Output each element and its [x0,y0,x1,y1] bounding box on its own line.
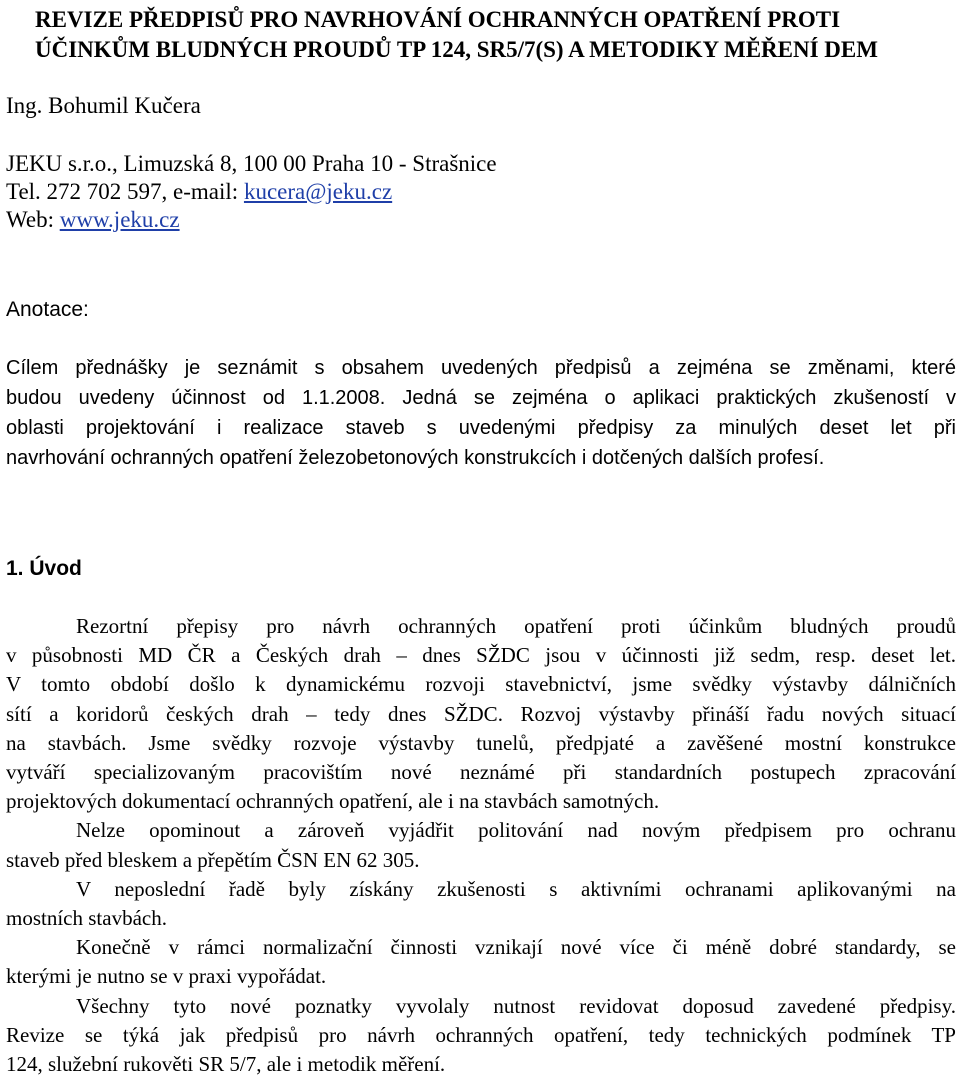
body-line: 124, služební rukověti SR 5/7, ale i metodik měření. [6,1052,446,1077]
body-line: projektových dokumentací ochranných opatření, ale i na stavbách samotných. [6,789,660,814]
company-address: JEKU s.r.o., Limuzská 8, 100 00 Praha 10 - Strašnice [6,151,497,176]
body-line: Revize se týká jak předpisů pro návrh ochranných opatření, tedy technických podmínek TP [6,1022,956,1047]
email-link[interactable]: kucera@jeku.cz [243,179,393,204]
body-line: mostních stavbách. [6,906,167,931]
section-heading-intro: 1. Úvod [6,557,82,580]
abstract-line: Cílem přednášky je seznámit s obsahem uvedených předpisů a zejména se změnami, které [6,357,956,379]
body-line: Nelze opominout a zároveň vyjádřit politování nad novým předpisem pro ochranu [76,818,956,843]
web-label: Web: [6,207,60,232]
intro-body [6,612,956,1079]
document-title [35,5,935,65]
body-line: V neposlední řadě byly získány zkušenosti s aktivními ochranami aplikovanými na [76,876,956,901]
body-line: na stavbách. Jsme svědky rozvoje výstavby tunelů, předpjaté a zavěšené mostní konstrukce [6,730,956,755]
body-line: Všechny tyto nové poznatky vyvolaly nutnost revidovat doposud zavedené předpisy. [76,993,956,1018]
abstract-paragraph [6,353,956,473]
abstract-line: navrhování ochranných opatření železobetonových konstrukcích i dotčených dalších profesí. [6,447,825,469]
abstract-heading: Anotace: [6,298,89,321]
contact-web [6,206,497,234]
body-line: Konečně v rámci normalizační činnosti vznikají nové více či méně dobré standardy, se [76,935,956,960]
contact-phone-email [6,178,497,206]
body-line: sítí a koridorů českých drah – tedy dnes SŽDC. Rozvoj výstavby přináší řadu nových situací [6,701,956,726]
contact-block [6,150,497,234]
title-line-1: REVIZE PŘEDPISŮ PRO NAVRHOVÁNÍ OCHRANNÝCH OPATŘENÍ PROTI [35,7,841,32]
abstract-line: oblasti projektování i realizace staveb s uvedenými předpisy za minulých deset let při [6,417,956,439]
title-line-2: ÚČINKŮM BLUDNÝCH PROUDŮ TP 124, SR5/7(S) A METODIKY MĚŘENÍ DEM [35,37,878,62]
body-line: kterými je nutno se v praxi vypořádat. [6,964,327,989]
body-line: v působnosti MD ČR a Českých drah – dnes SŽDC jsou v účinnosti již sedm, resp. deset let. [6,643,956,668]
web-link[interactable]: www.jeku.cz [59,207,180,232]
body-line: vytváří specializovaným pracovištím nové neznámé při standardních postupech zpracování [6,760,956,785]
phone-label: Tel. 272 702 597, e-mail: [6,179,244,204]
body-line: V tomto období došlo k dynamickému rozvoji stavebnictví, jsme svědky výstavby dálničních [6,672,956,697]
body-line: staveb před bleskem a přepětím ČSN EN 62 305. [6,847,420,872]
author-name: Ing. Bohumil Kučera [6,93,201,118]
body-line: Rezortní přepisy pro návrh ochranných opatření proti účinkům bludných proudů [76,614,956,638]
abstract-line: budou uvedeny účinnost od 1.1.2008. Jedná se zejména o aplikaci praktických zkušeností v [6,387,956,409]
